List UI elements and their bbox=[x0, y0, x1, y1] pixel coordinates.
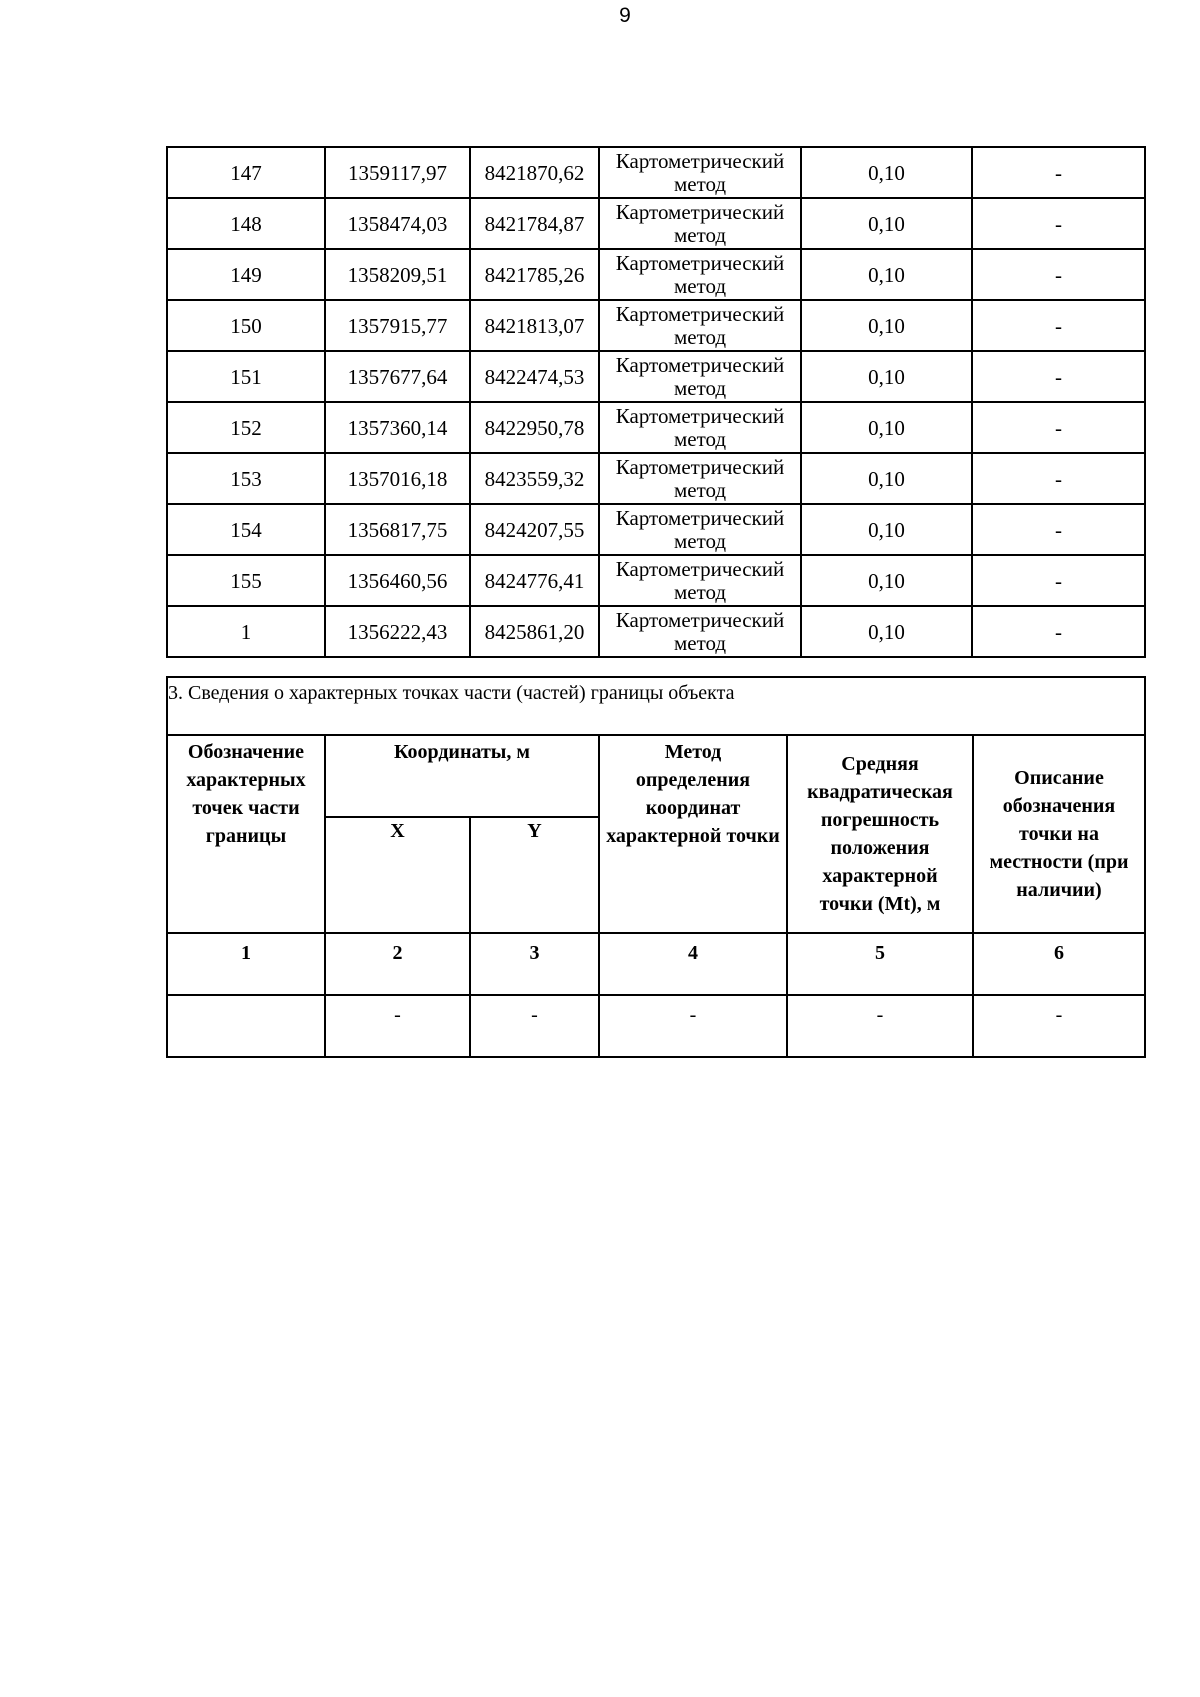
method-line: метод bbox=[673, 273, 727, 298]
point-method bbox=[599, 351, 801, 402]
page-number: 9 bbox=[619, 4, 631, 27]
column-number: 6 bbox=[973, 933, 1145, 995]
point-y: 8421870,62 bbox=[470, 147, 599, 198]
point-method bbox=[599, 606, 801, 657]
point-accuracy: 0,10 bbox=[801, 402, 972, 453]
method-line: метод bbox=[673, 630, 727, 655]
column-number: 3 bbox=[470, 933, 599, 995]
header-coordinates: Координаты, м bbox=[325, 735, 599, 817]
point-description: - bbox=[972, 249, 1145, 300]
point-row bbox=[167, 198, 1145, 249]
column-number: 1 bbox=[167, 933, 325, 995]
method-line: Картометрический bbox=[615, 607, 785, 632]
point-y: 8424776,41 bbox=[470, 555, 599, 606]
header-method: Метод определения координат характерной точки bbox=[599, 735, 787, 933]
point-description: - bbox=[972, 453, 1145, 504]
point-id: 150 bbox=[167, 300, 325, 351]
empty-cell: - bbox=[973, 995, 1145, 1057]
point-description: - bbox=[972, 606, 1145, 657]
point-accuracy: 0,10 bbox=[801, 351, 972, 402]
point-row bbox=[167, 300, 1145, 351]
method-line: Картометрический bbox=[615, 454, 785, 479]
point-y: 8423559,32 bbox=[470, 453, 599, 504]
point-method bbox=[599, 198, 801, 249]
method-line: метод bbox=[673, 426, 727, 451]
point-description: - bbox=[972, 300, 1145, 351]
point-x: 1357677,64 bbox=[325, 351, 470, 402]
point-method bbox=[599, 300, 801, 351]
method-line: Картометрический bbox=[615, 148, 785, 173]
method-line: метод bbox=[673, 477, 727, 502]
method-line: метод bbox=[673, 579, 727, 604]
point-id: 155 bbox=[167, 555, 325, 606]
point-row bbox=[167, 504, 1145, 555]
point-description: - bbox=[972, 147, 1145, 198]
point-method bbox=[599, 453, 801, 504]
point-row bbox=[167, 147, 1145, 198]
point-id: 1 bbox=[167, 606, 325, 657]
part-points-table bbox=[166, 676, 1146, 1058]
point-description: - bbox=[972, 198, 1145, 249]
point-accuracy: 0,10 bbox=[801, 453, 972, 504]
point-accuracy: 0,10 bbox=[801, 300, 972, 351]
point-accuracy: 0,10 bbox=[801, 555, 972, 606]
boundary-points-table bbox=[166, 146, 1146, 658]
point-row bbox=[167, 555, 1145, 606]
empty-cell: - bbox=[787, 995, 973, 1057]
point-method bbox=[599, 555, 801, 606]
empty-cell: - bbox=[599, 995, 787, 1057]
point-y: 8421813,07 bbox=[470, 300, 599, 351]
point-x: 1357016,18 bbox=[325, 453, 470, 504]
column-number-row bbox=[167, 933, 1145, 995]
method-line: Картометрический bbox=[615, 301, 785, 326]
point-id: 153 bbox=[167, 453, 325, 504]
method-line: Картометрический bbox=[615, 250, 785, 275]
column-number: 5 bbox=[787, 933, 973, 995]
point-accuracy: 0,10 bbox=[801, 198, 972, 249]
point-x: 1356460,56 bbox=[325, 555, 470, 606]
point-accuracy: 0,10 bbox=[801, 147, 972, 198]
header-accuracy: Средняя квадратическая погрешность положения характерной точки (Mt), м bbox=[787, 735, 973, 933]
point-accuracy: 0,10 bbox=[801, 249, 972, 300]
empty-cell: - bbox=[470, 995, 599, 1057]
point-x: 1357360,14 bbox=[325, 402, 470, 453]
method-line: метод bbox=[673, 222, 727, 247]
point-description: - bbox=[972, 555, 1145, 606]
method-line: метод bbox=[673, 528, 727, 553]
point-x: 1358209,51 bbox=[325, 249, 470, 300]
point-description: - bbox=[972, 351, 1145, 402]
method-line: метод bbox=[673, 324, 727, 349]
point-method bbox=[599, 147, 801, 198]
point-y: 8421784,87 bbox=[470, 198, 599, 249]
point-description: - bbox=[972, 504, 1145, 555]
column-number: 4 bbox=[599, 933, 787, 995]
point-y: 8422474,53 bbox=[470, 351, 599, 402]
method-line: Картометрический bbox=[615, 352, 785, 377]
point-id: 149 bbox=[167, 249, 325, 300]
point-description: - bbox=[972, 402, 1145, 453]
header-y: Y bbox=[470, 817, 599, 933]
method-line: Картометрический bbox=[615, 505, 785, 530]
empty-cell bbox=[167, 995, 325, 1057]
point-id: 154 bbox=[167, 504, 325, 555]
empty-data-row bbox=[167, 995, 1145, 1057]
section-3-title: 3. Сведения о характерных точках части (частей) границы объекта bbox=[167, 677, 1145, 735]
header-x: X bbox=[325, 817, 470, 933]
method-line: Картометрический bbox=[615, 199, 785, 224]
point-row bbox=[167, 402, 1145, 453]
method-line: метод bbox=[673, 375, 727, 400]
point-x: 1356817,75 bbox=[325, 504, 470, 555]
point-row bbox=[167, 249, 1145, 300]
header-description: Описание обозначения точки на местности (при наличии) bbox=[973, 735, 1145, 933]
point-accuracy: 0,10 bbox=[801, 504, 972, 555]
header-designation: Обозначение характерных точек части границы bbox=[167, 735, 325, 933]
point-method bbox=[599, 402, 801, 453]
method-line: Картометрический bbox=[615, 403, 785, 428]
point-y: 8422950,78 bbox=[470, 402, 599, 453]
method-line: метод bbox=[673, 171, 727, 196]
point-id: 152 bbox=[167, 402, 325, 453]
point-y: 8425861,20 bbox=[470, 606, 599, 657]
point-accuracy: 0,10 bbox=[801, 606, 972, 657]
point-x: 1357915,77 bbox=[325, 300, 470, 351]
point-row bbox=[167, 453, 1145, 504]
point-row bbox=[167, 606, 1145, 657]
method-line: Картометрический bbox=[615, 556, 785, 581]
point-method bbox=[599, 249, 801, 300]
point-id: 147 bbox=[167, 147, 325, 198]
point-x: 1359117,97 bbox=[325, 147, 470, 198]
point-x: 1358474,03 bbox=[325, 198, 470, 249]
point-id: 151 bbox=[167, 351, 325, 402]
point-y: 8424207,55 bbox=[470, 504, 599, 555]
empty-cell: - bbox=[325, 995, 470, 1057]
point-y: 8421785,26 bbox=[470, 249, 599, 300]
point-method bbox=[599, 504, 801, 555]
point-row bbox=[167, 351, 1145, 402]
point-x: 1356222,43 bbox=[325, 606, 470, 657]
point-id: 148 bbox=[167, 198, 325, 249]
column-number: 2 bbox=[325, 933, 470, 995]
